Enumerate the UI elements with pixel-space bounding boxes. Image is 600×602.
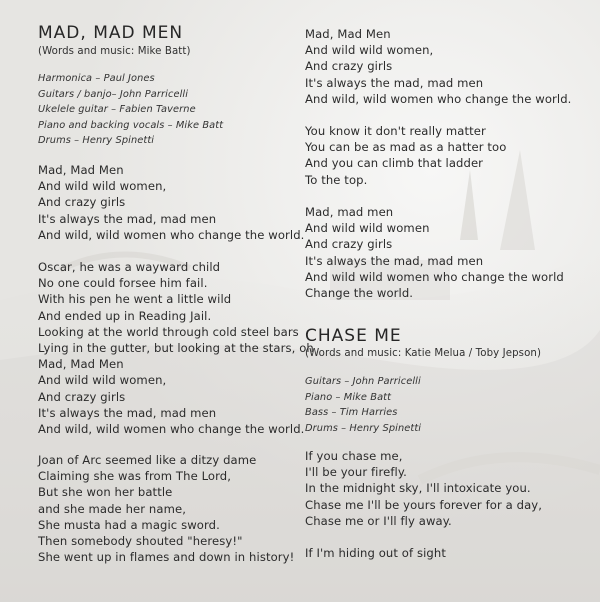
musician-line: Bass – Tim Harries	[305, 407, 398, 419]
song1-verse5	[305, 123, 506, 188]
lyric-line: It's always the mad, mad men	[305, 75, 484, 90]
lyric-line: Change the world.	[305, 286, 414, 301]
lyric-line: It's always the mad, mad men	[38, 405, 217, 420]
musician-line: Harmonica – Paul Jones	[38, 73, 155, 84]
lyric-line: To the top.	[305, 172, 368, 187]
lyric-line: Mad, Mad Men	[38, 163, 124, 177]
song1-verse2	[38, 259, 314, 437]
lyric-line: And wild wild women,	[38, 373, 167, 388]
musician-line: Drums – Henry Spinetti	[38, 135, 155, 147]
song1-verse6	[305, 204, 564, 301]
lyric-line: Then somebody shouted "heresy!"	[38, 534, 243, 549]
lyric-line: And crazy girls	[38, 389, 126, 404]
musician-line: Piano – Mike Batt	[305, 391, 392, 403]
song2-verse1	[305, 448, 542, 529]
song2-verse2	[305, 545, 446, 561]
lyric-line: But she won her battle	[38, 485, 173, 500]
lyric-line: And wild wild women,	[38, 179, 167, 194]
lyric-line: Mad, Mad Men	[38, 357, 124, 372]
lyric-line: And wild, wild women who change the world.	[305, 91, 572, 106]
lyric-line: and she made her name,	[38, 501, 186, 516]
lyric-line: She musta had a magic sword.	[38, 517, 220, 532]
lyric-line: Looking at the world through cold steel bars	[38, 324, 299, 339]
song1-musicians	[38, 71, 223, 149]
song2-credit: (Words and music: Katie Melua / Toby Jepson)	[305, 348, 542, 359]
lyric-line: And wild, wild women who change the world.	[38, 227, 305, 242]
lyric-line: If I'm hiding out of sight	[305, 546, 446, 560]
lyric-line: No one could forsee him fail.	[38, 276, 208, 291]
lyric-line: Joan of Arc seemed like a ditzy dame	[38, 453, 257, 467]
lyric-line: I'll be your firefly.	[305, 465, 407, 480]
lyric-line: Mad, mad men	[305, 205, 394, 219]
lyric-line: And wild wild women who change the world	[305, 269, 564, 284]
lyric-line: And wild wild women,	[305, 43, 434, 58]
lyric-line: Chase me or I'll fly away.	[305, 513, 452, 528]
lyric-line: And crazy girls	[305, 59, 393, 74]
song1-title: MAD, MAD MEN	[38, 23, 184, 43]
lyric-line: Mad, Mad Men	[305, 27, 391, 41]
musician-line: Drums – Henry Spinetti	[305, 422, 422, 434]
song1-verse3	[38, 452, 294, 565]
lyric-line: And wild wild women	[305, 221, 430, 236]
lyric-line: You know it don't really matter	[305, 124, 486, 138]
lyric-line: Oscar, he was a wayward child	[38, 260, 221, 274]
lyric-line: It's always the mad, mad men	[305, 253, 484, 268]
musician-line: Piano and backing vocals – Mike Batt	[38, 119, 224, 131]
song1-verse4	[305, 26, 571, 107]
song2-title: CHASE ME	[305, 326, 402, 346]
lyric-line: And ended up in Reading Jail.	[38, 308, 212, 323]
song1-credit: (Words and music: Mike Batt)	[38, 46, 191, 57]
musician-line: Guitars – John Parricelli	[305, 376, 421, 387]
lyric-line: Chase me I'll be yours forever for a day,	[305, 497, 543, 512]
lyric-line: With his pen he went a little wild	[38, 292, 232, 307]
lyric-line: And you can climb that ladder	[305, 156, 484, 171]
musician-line: Ukelele guitar – Fabien Taverne	[38, 104, 196, 116]
musician-line: Guitars / banjo– John Parricelli	[38, 88, 189, 100]
lyric-line: Lying in the gutter, but looking at the stars, oh	[38, 341, 314, 356]
song2-musicians	[305, 374, 421, 436]
lyric-line: And wild, wild women who change the world.	[38, 422, 305, 437]
lyric-line: And crazy girls	[305, 237, 393, 252]
lyric-line: It's always the mad, mad men	[38, 211, 217, 226]
lyric-line: In the midnight sky, I'll intoxicate you.	[305, 481, 531, 496]
lyric-line: She went up in flames and down in history!	[38, 550, 295, 565]
lyric-line: And crazy girls	[38, 195, 126, 210]
song1-verse1	[38, 162, 304, 243]
lyric-line: You can be as mad as a hatter too	[305, 140, 507, 155]
lyric-line: If you chase me,	[305, 449, 403, 463]
lyric-line: Claiming she was from The Lord,	[38, 469, 232, 484]
